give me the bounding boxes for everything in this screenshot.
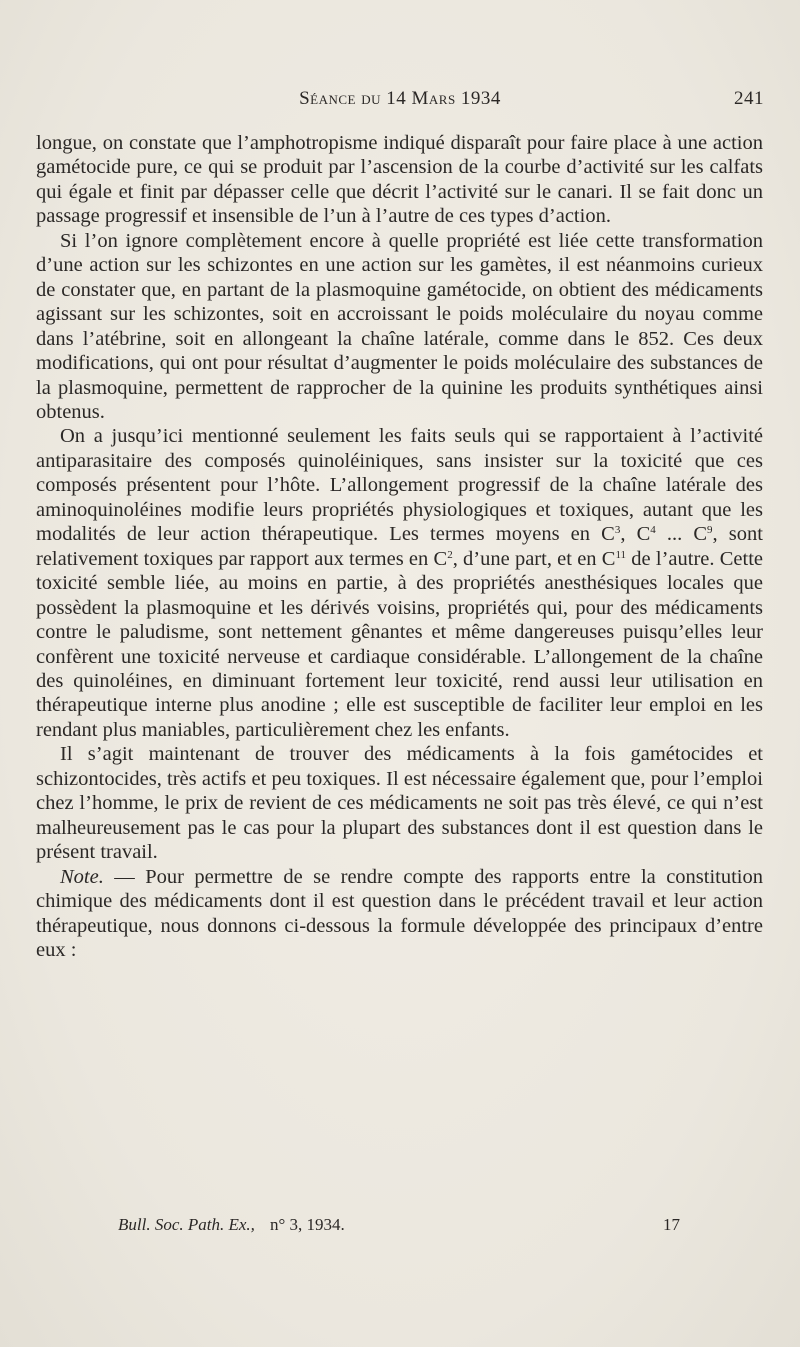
paragraph-3-part-6: de l’autre. Cette toxicité semble liée, au moins en partie, à des propriétés anesthésiques locales que possèdent la plasmoquine et les dérivés voisins, propriétés qui, pour des médicaments contre le paludisme, sont nettement gênantes et même dangereuses puisqu’elles leur confèrent une toxicité nerveuse et cardiaque considérable. L’allongement de la chaîne des quinoléines, en diminuant fortement leur toxicité, rend aussi leur utilisation en thérapeutique interne plus anodine ; elle est susceptible de faciliter leur emploi en les rendant plus maniables, particulièrement chez les enfants.	[36, 547, 763, 741]
page-number: 241	[734, 88, 764, 109]
paragraph-5	[36, 865, 763, 963]
paragraph-4: Il s’agit maintenant de trouver des médicaments à la fois gamétocides et schizontocides, très actifs et peu toxiques. Il est nécessaire également que, pour l’emploi chez l’homme, le prix de revient de ces médicaments ne soit pas très élevé, ce qui n’est malheureusement pas le cas pour la plupart des substances dont il est question dans le présent travail.	[36, 743, 763, 864]
paragraph-3-part-4: , sont relativement toxiques par rapport aux termes en C	[36, 523, 763, 570]
paragraph-2: Si l’on ignore complètement encore à quelle propriété est liée cette transformation d’une action sur les schizontes en une action sur les gamètes, il est néanmoins curieux de constater que, en partant de la plasmoquine gamétocide, on obtient des médicaments agissant sur les schizontes, soit en accroissant le poids moléculaire du noyau comme dans l’atébrine, soit en allongeant la chaîne latérale, comme dans le 852. Ces deux modifications, qui ont pour résultat d’augmenter le poids moléculaire des substances de la plasmoquine, permettent de rapprocher de la quinine les produits synthétiques ainsi obtenus.	[36, 229, 763, 423]
paragraph-3-part-5: , d’une part, et en C	[452, 547, 616, 570]
footer-signature: 17	[663, 1215, 680, 1234]
superscript-c9: 9	[707, 524, 713, 537]
note-text: — Pour permettre de se rendre compte des rapports entre la constitution chimique des médicaments dont il est question dans le précédent travail et leur action thérapeutique, nous donnons ci-dessous la formule développée des principaux d’entre eux :	[36, 865, 763, 961]
running-head-title: Séance du 14 Mars 1934	[299, 88, 501, 109]
running-head	[36, 88, 764, 116]
paragraph-3-part-2: , C	[620, 523, 651, 546]
paragraph-3-part-3: ... C	[655, 523, 708, 546]
note-label: Note.	[60, 865, 104, 888]
page-footer	[118, 1215, 680, 1241]
paragraph-3	[36, 424, 763, 742]
footer-journal: Bull. Soc. Path. Ex.,	[118, 1215, 255, 1234]
superscript-c2: 2	[447, 548, 453, 561]
superscript-c4: 4	[650, 524, 656, 537]
superscript-c3: 3	[614, 524, 621, 537]
paragraph-1: longue, on constate que l’amphotropisme indiqué disparaît pour faire place à une action gamétocide pure, ce qui se produit par l’ascension de la courbe d’activité sur les calfats qui égale et finit par dépasser celle que décrit l’activité sur le canari. Il se fait donc un passage progressif et insensible de l’un à l’autre de ces types d’action.	[36, 132, 763, 228]
superscript-c11: 11	[615, 548, 627, 561]
paragraph-3-part-1: On a jusqu’ici mentionné seulement les faits seuls qui se rapportaient à l’activité antiparasitaire des composés quinoléiniques, sans insister sur la toxicité que ces composés présentent pour l’hôte. L’allongement progressif de la chaîne latérale des aminoquinoléines modifie leurs propriétés physiologiques et toxiques, autant que les modalités de leur action thérapeutique. Les termes moyens en C	[36, 425, 763, 546]
body-text	[36, 131, 763, 962]
footer-issue: n° 3, 1934.	[270, 1215, 345, 1234]
